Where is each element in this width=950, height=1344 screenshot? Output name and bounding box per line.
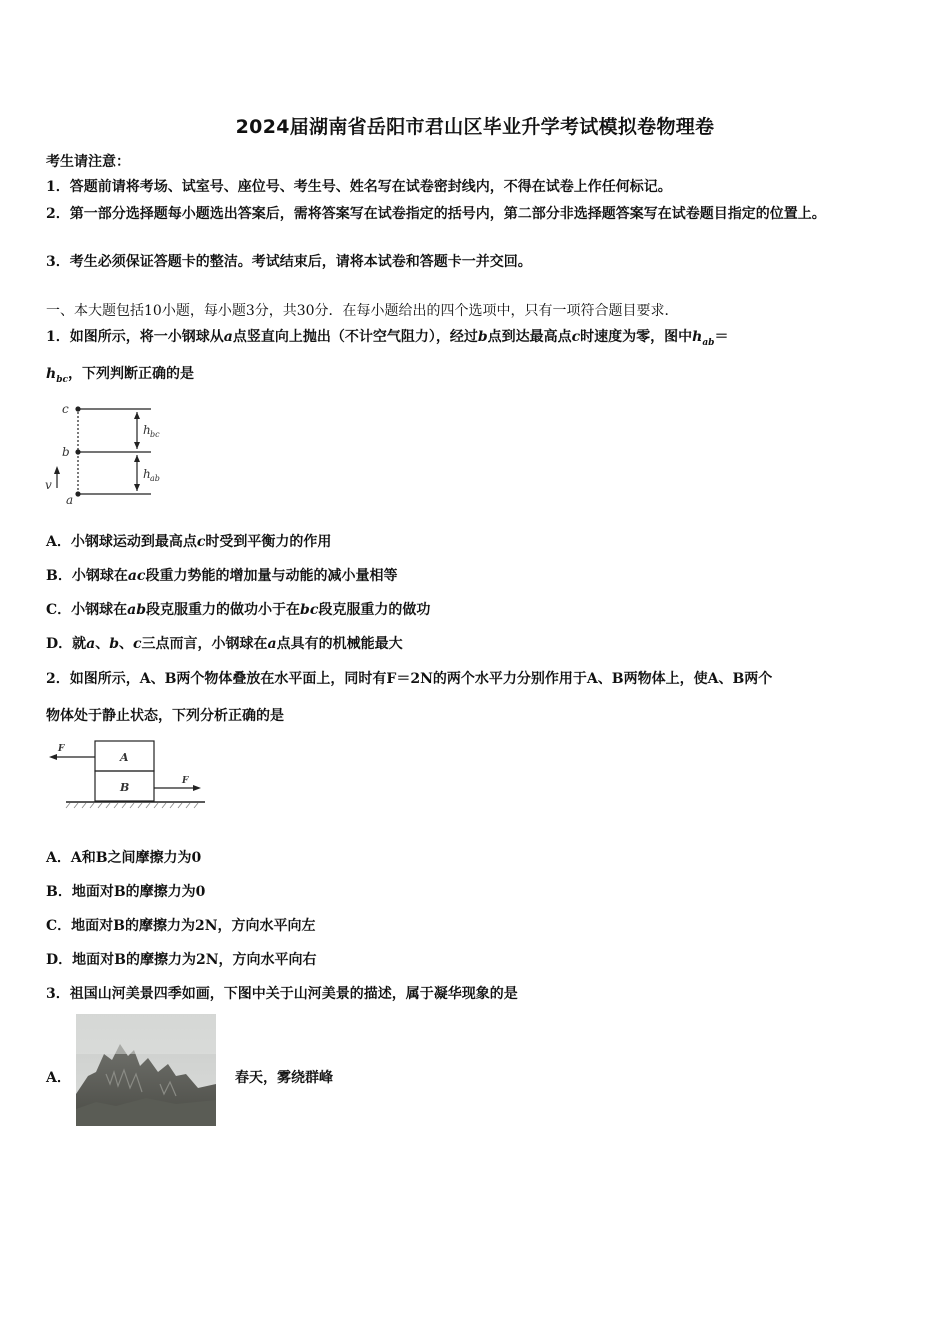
q1-fig-label-hbc-sub: bc [150,430,160,439]
q1-arrowhead-ab-bottom [134,484,140,491]
notice-item-3: 3．考生必须保证答题卡的整洁。考试结束后，请将本试卷和答题卡一并交回。 [46,254,532,270]
page-title: 2024届湖南省岳阳市君山区毕业升学考试模拟卷物理卷 [235,116,715,138]
q1-d-v4: a [267,636,277,652]
q1-sub-ab: ab [702,337,715,348]
q1-d-s2: 、 [119,636,134,652]
q1-option-c [46,600,430,620]
q2-label-f1: F [58,744,65,754]
q3-option-a-photo [76,1014,216,1126]
q1-velocity-arrowhead [54,466,60,474]
q2-label-b: B [120,781,130,794]
q1-d-post: 点具有的机械能最大 [276,636,403,652]
q1-fig-label-hbc: h [143,423,151,437]
q1-d-s1: 、 [95,636,110,652]
q1-point-b [75,449,80,454]
q1-fig-label-hab-sub: ab [150,474,160,483]
q1-b-pre: B．小钢球在 [46,568,128,584]
q1-var-b: b [477,329,488,345]
notice-item-1: 1．答题前请将考场、试室号、座位号、考生号、姓名写在试卷密封线内，不得在试卷上作任何标记。 [46,179,672,195]
q1-d-pre: D．就 [46,636,87,652]
q1-c-mid: 段克服重力的做功小于在 [146,602,301,618]
q1-fig-label-b: b [62,445,70,459]
q3-option-a-text: 春天，雾绕群峰 [235,1070,333,1086]
q2-stem-line1: 2．如图所示，A、B两个物体叠放在水平面上，同时有F＝2N的两个水平力分别作用于A、B两物体上，使A、B两个 [46,671,773,687]
q3-option-a-label: A． [46,1070,71,1086]
q3-stem: 3．祖国山河美景四季如画，下图中关于山河美景的描述，属于凝华现象的是 [46,986,518,1002]
q2-option-d: D．地面对B的摩擦力为2N，方向水平向右 [46,952,317,968]
q2-option-b: B．地面对B的摩擦力为0 [46,884,206,900]
q1-fig-label-v: v [45,478,52,492]
q1-c-var2: bc [300,602,319,618]
q1-text-5: ，下列判断正确的是 [67,366,194,382]
q1-b-var: ac [127,568,146,584]
q1-var-c: c [571,329,581,345]
section-instruction: 一、本大题包括10小题，每小题3分，共30分．在每小题给出的四个选项中，只有一项符合题目要求． [46,303,679,319]
q1-a-var: c [196,534,206,550]
q1-option-a [46,532,331,552]
q2-ground-hatching [66,803,198,808]
q1-point-a [75,491,80,496]
q2-label-f2: F [182,776,189,786]
q1-option-d [46,634,403,654]
q1-a-post: 时受到平衡力的作用 [205,534,332,550]
q1-text-1: 1．如图所示，将一小钢球从 [46,329,224,345]
q2-option-a: A．A和B之间摩擦力为0 [46,850,202,866]
q1-d-v3: c [133,636,142,652]
q1-figure [40,398,170,510]
q1-fig-label-c: c [62,402,69,416]
q1-c-pre: C．小钢球在 [46,602,128,618]
notice-item-2: 2．第一部分选择题每小题选出答案后，需将答案写在试卷指定的括号内，第二部分非选择题答案写在试卷题目指定的位置上。 [46,206,826,222]
notice-heading: 考生请注意： [46,154,130,170]
q1-fig-label-hab: h [143,467,151,481]
q1-stem-line1 [46,327,728,353]
q1-c-var: ab [127,602,147,618]
q1-arrowhead-ab-top [134,455,140,462]
q1-b-post: 段重力势能的增加量与动能的减小量相等 [145,568,398,584]
q1-var-h2: h [46,366,57,382]
q1-a-pre: A．小钢球运动到最高点 [46,534,197,550]
q2-stem-line2: 物体处于静止状态，下列分析正确的是 [46,708,284,724]
q2-force-right-arrowhead [193,785,201,791]
q2-option-c: C．地面对B的摩擦力为2N，方向水平向左 [46,918,316,934]
q2-figure [40,736,210,816]
q1-option-b [46,566,397,586]
q1-d-v2: b [109,636,120,652]
q1-sub-bc: bc [56,374,68,385]
q1-point-c [75,406,80,411]
q1-arrowhead-bc-top [134,412,140,419]
mountain-mist-image [76,1014,216,1126]
q1-var-h: h [692,329,703,345]
q2-label-a: A [120,751,129,764]
q1-d-v1: a [86,636,96,652]
q1-text-3: 点到达最高点 [487,329,572,345]
q1-text-4: 时速度为零，图中 [580,329,693,345]
q1-fig-label-a: a [66,493,74,507]
q1-c-post: 段克服重力的做功 [318,602,431,618]
q2-force-left-arrowhead [49,754,57,760]
q1-d-mid: 三点而言，小钢球在 [141,636,268,652]
q1-text-2: 点竖直向上抛出（不计空气阻力），经过 [232,329,478,345]
q1-eq: ＝ [714,329,729,345]
q1-var-a: a [223,329,233,345]
q1-stem-line2 [46,364,194,390]
q1-arrowhead-bc-bottom [134,442,140,449]
